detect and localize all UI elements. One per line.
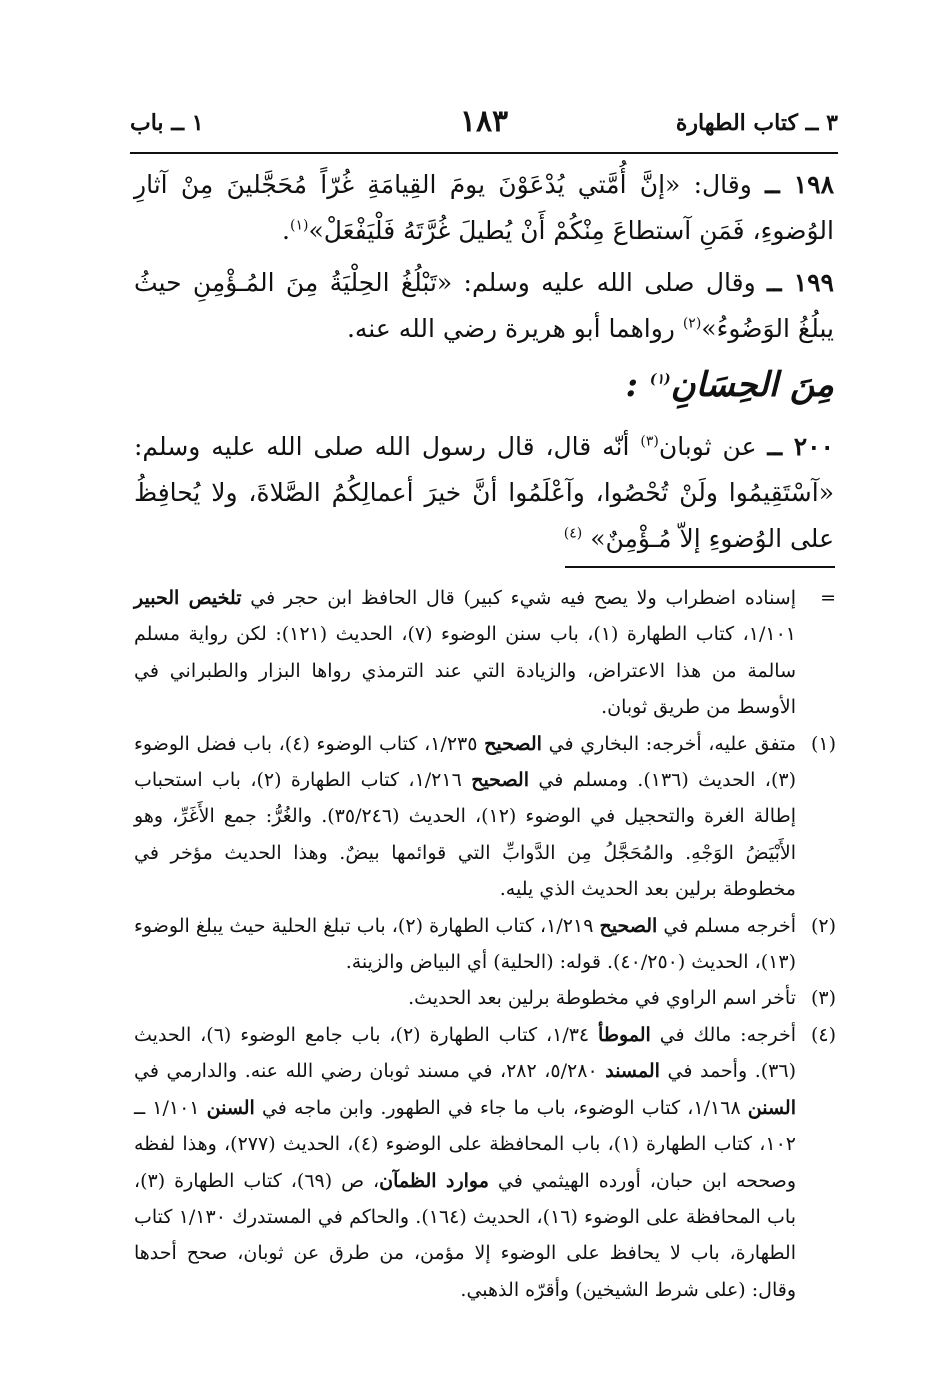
book-title: المسند [605, 1060, 660, 1083]
footnote-text [134, 580, 796, 726]
footnote-mark: (١) [810, 732, 836, 755]
hadith-199 [134, 260, 834, 352]
hadith-number: ١٩٨ ــ [765, 170, 835, 199]
hadith-200 [134, 424, 834, 562]
book-title: موارد الظمآن [379, 1169, 489, 1192]
footnote-segment: ١/٣٤، كتاب الطهارة (٢)، باب جامع الوضوء (٦)، الحديث (٣٦). وأحمد في [134, 1023, 796, 1083]
book-title: تلخيص الحبير [134, 587, 242, 609]
main-text [134, 162, 834, 568]
section-title-header: ١ ــ باب [130, 110, 204, 136]
footnote-ref[interactable]: (٤) [563, 525, 583, 542]
hadith-number: ٢٠٠ ــ [767, 432, 834, 461]
chapter-title: ٣ ــ كتاب الطهارة [675, 110, 838, 136]
book-title: الموطأ [598, 1023, 651, 1046]
header-divider [130, 152, 838, 154]
book-title: السنن [747, 1096, 796, 1119]
hadith-text: وقال صلى الله عليه وسلم: «تَبْلُغُ الحِلْيَةُ مِنَ المُـؤْمِنِ حيثُ يبلُغُ الوَضُوءُ» [134, 268, 834, 343]
hadith-narrator: رواهما أبو هريرة رضي الله عنه. [346, 314, 675, 343]
footnote-segment: أخرجه: مالك في [659, 1023, 797, 1046]
footnote-continued [134, 580, 836, 726]
footnote-text [134, 726, 796, 908]
footnote-segment: متفق عليه، أخرجه: البخاري في [548, 732, 797, 755]
footnote-ref[interactable]: (٢) [682, 315, 702, 332]
hadith-number: ١٩٩ ــ [766, 268, 834, 297]
footnote-segment: أخرجه مسلم في [663, 914, 797, 937]
footnote-mark: = [820, 587, 836, 609]
section-heading-colon: : [625, 365, 639, 405]
footnote-segment: ٥/٢٨٠، ٢٨٢، في مسند ثوبان رضي الله عنه. والدارمي في [134, 1060, 598, 1083]
book-title: السنن [206, 1096, 255, 1119]
footnote-text [134, 908, 796, 981]
footnotes [134, 580, 836, 1308]
footnote-mark: (٤) [810, 1023, 836, 1046]
footnote-segment: ١/١٠١، كتاب الطهارة (١)، باب سنن الوضوء (٧)، الحديث (١٢١): لكن رواية مسلم سالمة من هذا الاعتراض، والزيادة التي عند الترمذي رواها البزار والطبراني في الأوسط من طريق ثوبان. [134, 623, 797, 719]
footnote-segment: ١/٢٣٥، كتاب الوضوء (٤)، باب فضل الوضوء (٣)، الحديث (١٣٦). ومسلم في [134, 732, 796, 792]
footnote-ref[interactable]: (٣) [640, 433, 659, 450]
footnote-4 [134, 1017, 836, 1308]
footnote-segment: ١/٢١٦، كتاب الطهارة (٢)، باب استحباب إطالة الغرة والتحجيل في الوضوء (١٢)، الحديث (٣٥/٢٤٦). والغُرُّ: جمع الأَغَرِّ، وهو الأَبْيَضُ الوَجْهِ. والمُحَجَّلُ مِن الدَّوابِّ التي قوائمها بيضٌ. وهذا الحديث مؤخر في مخطوطة برلين بعد الحديث الذي يليه. [134, 769, 796, 901]
book-title: الصحيح [599, 914, 658, 937]
hadith-end: . [282, 216, 290, 245]
footnote-segment: إسناده اضطراب ولا يصح فيه شيء كبير) قال الحافظ ابن حجر في [250, 587, 796, 609]
footnote-mark: (٣) [810, 987, 836, 1010]
footnote-mark: (٢) [810, 914, 836, 937]
footnote-segment: ، ص (٦٩)، كتاب الطهارة (٣)، باب المحافظة على الوضوء (١٦)، الحديث (١٦٤). والحاكم في المستدرك ١/١٣٠ كتاب الطهارة، باب لا يحافظ على الوضوء إلا مؤمن، من طرق عن ثوبان، صحح أحدها وقال: (على شرط الشيخين) وأقرّه الذهبي. [134, 1169, 796, 1301]
hadith-intro: عن ثوبان [658, 432, 757, 461]
footnote-ref[interactable]: (١) [649, 371, 671, 388]
page-number: ١٨٣ [459, 104, 509, 139]
footnote-segment: ١/٢١٩، كتاب الطهارة (٢)، باب تبلغ الحلية حيث يبلغ الوضوء (١٣)، الحديث (٤٠/٢٥٠). قوله: (الحلية) أي البياض والزينة. [134, 914, 796, 974]
footnote-ref[interactable]: (١) [289, 217, 309, 234]
section-heading [134, 358, 834, 412]
page-header [130, 104, 838, 148]
book-title: الصحيح [471, 769, 529, 792]
hadith-198 [134, 162, 834, 254]
footnote-3 [134, 980, 836, 1016]
footnote-1 [134, 726, 836, 908]
footnote-2 [134, 908, 836, 981]
footnote-segment: ١/١٠١ ــ ١٠٢، كتاب الطهارة (١)، باب المحافظة على الوضوء (٤)، الحديث (٢٧٧)، وهذا لفظه وصححه ابن حبان، أورده الهيثمي في [134, 1096, 796, 1192]
hadith-text: وقال: «إنَّ أُمَّتي يُدْعَوْنَ يومَ القِيامَةِ غُرّاً مُحَجَّلينَ مِنْ آثارِ الوُضوءِ، فَمَنِ آستطاعَ مِنْكُمْ أَنْ يُطيلَ غُرَّتَهُ فَلْيَفْعَلْ» [134, 170, 834, 245]
section-heading-text: مِنَ الحِسَانِ [670, 365, 834, 405]
footnote-divider [565, 566, 835, 568]
footnote-text: تأخر اسم الراوي في مخطوطة برلين بعد الحديث. [408, 987, 796, 1010]
hadith-text: أنّه قال، قال رسول الله صلى الله عليه وسلم: «آسْتَقِيمُوا ولَنْ تُحْصُوا، وآعْلَمُوا أنَّ خيرَ أعمالِكُمُ الصَّلاةَ، ولا يُحافِظُ على الوُضوءِ إلاّ مُـؤْمِنٌ» [134, 432, 834, 553]
book-title: الصحيح [484, 732, 542, 755]
footnote-text [134, 1017, 796, 1308]
footnote-segment: ١/١٦٨، كتاب الوضوء، باب ما جاء في الطهور. وابن ماجه في [261, 1096, 741, 1119]
